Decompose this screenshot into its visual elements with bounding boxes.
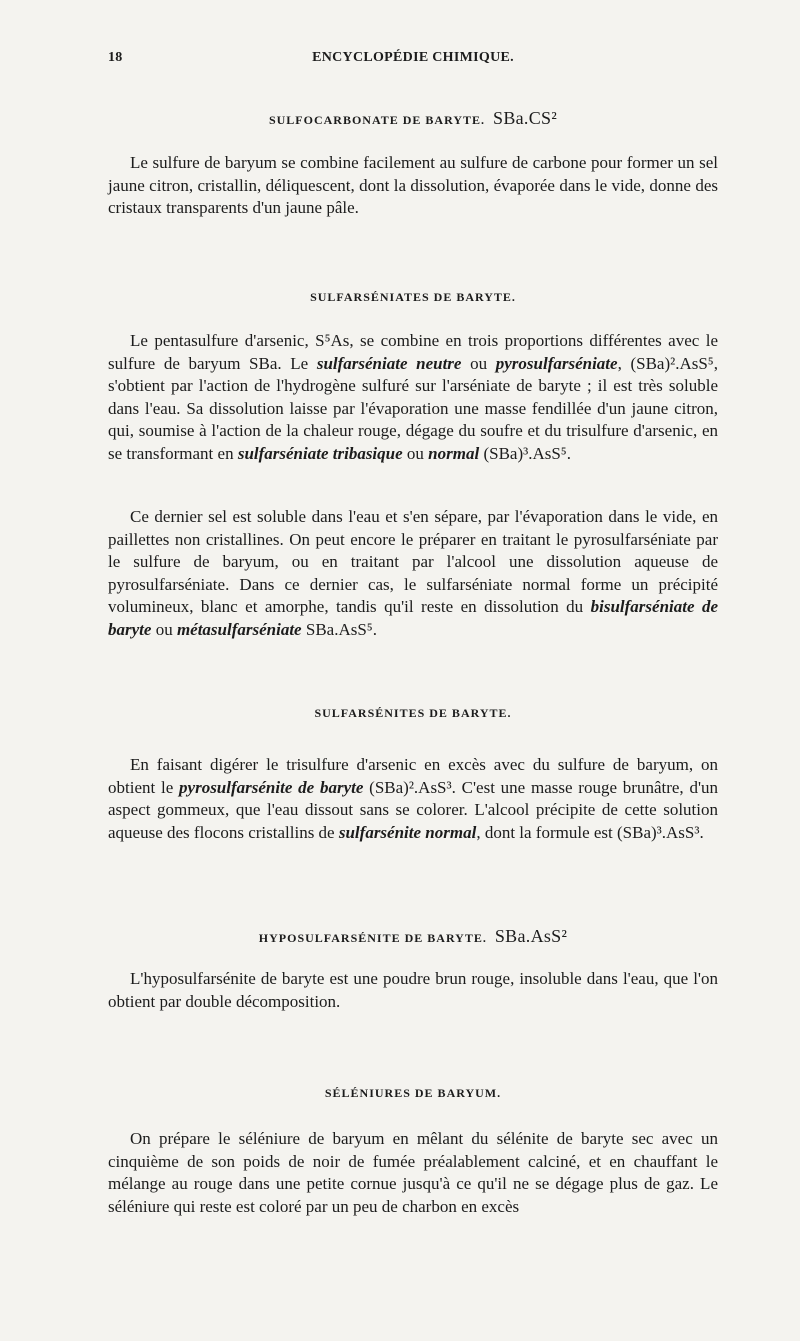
term: normal [428, 443, 480, 463]
term: sulfarséniate tribasique [237, 443, 403, 463]
section-heading-sulfocarbonate [108, 108, 718, 129]
heading-text: SULFOCARBONATE DE BARYTE. [268, 113, 486, 127]
section-heading-sulfarsenites [108, 706, 718, 721]
term: sulfarséniate neutre [316, 353, 462, 373]
term: pyrosulfarséniate [495, 353, 618, 373]
heading-text: HYPOSULFARSÉNITE DE BARYTE. [258, 931, 487, 945]
term: pyrosulfarsénite de baryte [179, 777, 364, 797]
section-heading-sulfarseniates [108, 290, 718, 305]
page-number: 18 [108, 50, 123, 65]
running-title: ENCYCLOPÉDIE CHIMIQUE. [312, 50, 514, 65]
section-heading-hyposulfarsenite [108, 926, 718, 947]
paragraph-seleniures: On prépare le séléniure de baryum en mêlant du sélénite de baryte sec avec un cinquième de son poids de noir de fumée préalablement calciné, et en chauffant le mélange au rouge dans une petite cornue jusqu'à ce qu'il ne se dégage plus de gaz. Le séléniure qui reste est coloré par un peu de charbon en excès [108, 1129, 718, 1216]
heading-text: SÉLÉNIURES DE BARYUM. [324, 1086, 502, 1100]
running-head [108, 50, 718, 70]
paragraph-sulfarsenites: En faisant digérer le trisulfure d'arsenic en excès avec du sulfure de baryum, on obtient le pyrosulfarsénite de baryte (SBa)².AsS³. C'est une masse rouge brunâtre, d'un aspect gommeux, que l'eau dissout sans se colorer. L'alcool précipite de cette solution aqueuse des flocons cristallins de sulfarsénite normal, dont la formule est (SBa)³.AsS³. [108, 755, 719, 842]
heading-text: SULFARSÉNIATES DE BARYTE. [310, 290, 516, 304]
term: métasulfarséniate [176, 619, 302, 639]
section-heading-seleniures [108, 1086, 718, 1101]
heading-formula: SBa.AsS² [494, 926, 568, 946]
paragraph-hyposulfarsenite: L'hyposulfarsénite de baryte est une poudre brun rouge, insoluble dans l'eau, que l'on obtient par double décomposition. [108, 969, 718, 1011]
term: sulfarsénite normal [338, 822, 477, 842]
heading-text: SULFARSÉNITES DE BARYTE. [314, 706, 512, 720]
paragraph-sulfarseniates-1: Le pentasulfure d'arsenic, S⁵As, se combine en trois proportions différentes avec le sulfure de baryum SBa. Le sulfarséniate neutre ou pyrosulfarséniate, (SBa)².AsS⁵, s'obtient par l'action de l'hydrogène sulfuré sur l'arséniate de baryte ; il est très soluble dans l'eau. Sa dissolution laisse par l'évaporation une masse fendillée d'un jaune citron, qui, soumise à l'action de la chaleur rouge, dégage du soufre et du trisulfure d'arsenic, en se transformant en sulfarséniate tribasique ou normal (SBa)³.AsS⁵. [108, 331, 718, 463]
term: bisulfarséniate de baryte [108, 597, 719, 639]
heading-formula: SBa.CS² [493, 108, 558, 128]
paragraph-sulfarseniates-2: Ce dernier sel est soluble dans l'eau et s'en sépare, par l'évaporation dans le vide, en paillettes non cristallines. On peut encore le préparer en traitant le pyrosulfarséniate par le sulfure de baryum, ou en traitant par l'alcool une dissolution aqueuse de pyrosulfarséniate. Dans ce dernier cas, le sulfarséniate normal forme un précipité volumineux, blanc et amorphe, tandis qu'il reste en dissolution du bisulfarséniate de baryte ou métasulfarséniate SBa.AsS⁵. [108, 507, 719, 639]
paragraph-sulfocarbonate: Le sulfure de baryum se combine facilement au sulfure de carbone pour former un sel jaune citron, cristallin, déliquescent, dont la dissolution, évaporée dans le vide, donne des cristaux transparents d'un jaune pâle. [108, 153, 718, 217]
